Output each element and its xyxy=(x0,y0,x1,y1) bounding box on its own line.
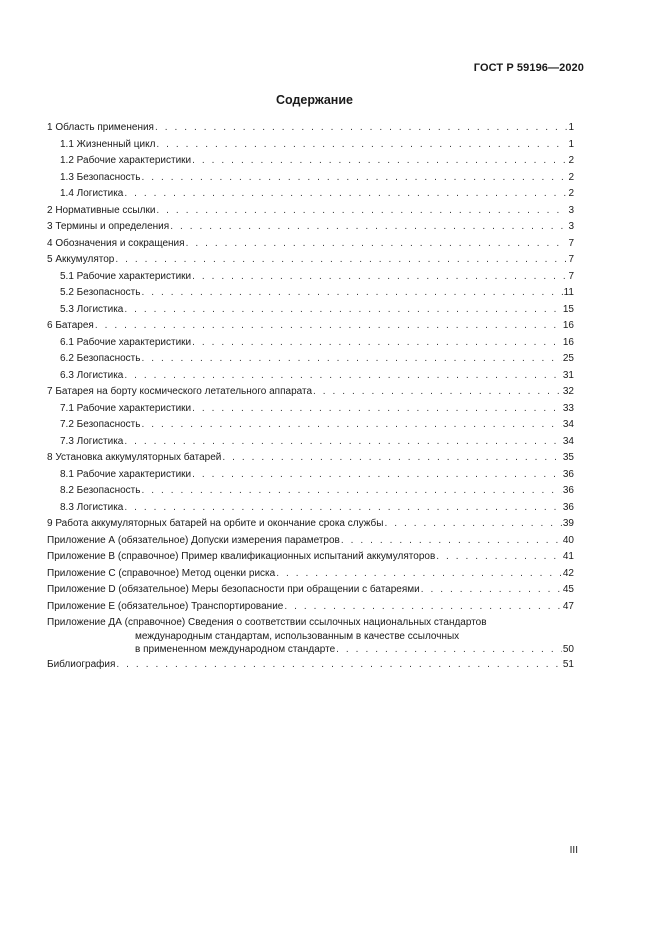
toc-entry-title: 4 Обозначения и сокращения xyxy=(47,237,185,249)
dot-leader xyxy=(192,335,562,352)
toc-entry[interactable] xyxy=(47,203,574,220)
dot-leader xyxy=(116,657,561,674)
toc-entry[interactable] xyxy=(47,384,574,401)
toc-entry-page: 1 xyxy=(568,138,574,150)
dot-leader xyxy=(141,351,561,368)
dot-leader xyxy=(313,384,562,401)
toc-entry-title: 7 Батарея на борту космического летательного аппарата xyxy=(47,386,313,397)
dot-leader xyxy=(156,137,567,154)
toc-entry[interactable] xyxy=(47,219,574,236)
toc-entry-title: 8.1 Рабочие характеристики xyxy=(60,468,192,480)
toc-entry-title: 2 Нормативные ссылки xyxy=(47,204,156,216)
toc-entry-title: 7.3 Логистика xyxy=(60,435,124,447)
dot-leader xyxy=(124,186,567,203)
toc-entry-page: 50 xyxy=(562,644,574,656)
dot-leader xyxy=(384,516,561,533)
dot-leader xyxy=(436,549,562,566)
toc-entry-page: 47 xyxy=(562,600,574,612)
toc-entry-page: 34 xyxy=(562,435,574,447)
dot-leader xyxy=(222,450,562,467)
page-number: III xyxy=(569,845,578,856)
toc-entry[interactable] xyxy=(47,657,574,674)
dot-leader xyxy=(192,467,562,484)
toc-entry-title-line3-row xyxy=(47,643,574,657)
toc-entry-page: 51 xyxy=(562,659,574,671)
toc-entry[interactable] xyxy=(47,467,574,484)
toc-entry-title: Приложение Е (обязательное) Транспортирование xyxy=(47,600,284,612)
toc-entry[interactable] xyxy=(47,269,574,286)
dot-leader xyxy=(141,483,561,500)
toc-entry[interactable] xyxy=(47,335,574,352)
toc-entry-page: 36 xyxy=(562,485,574,496)
toc-entry[interactable] xyxy=(47,153,574,170)
toc-entry-page: 7 xyxy=(568,237,574,249)
toc-entry-title: 6.1 Рабочие характеристики xyxy=(60,336,192,348)
toc-entry-page: 3 xyxy=(568,221,574,232)
dot-leader xyxy=(336,643,562,657)
toc-entry-page: 33 xyxy=(562,402,574,414)
toc-entry-page: 2 xyxy=(568,188,574,199)
toc-entry-page: 45 xyxy=(562,584,574,595)
toc-entry-page: 7 xyxy=(568,254,574,265)
toc-entry-page: 41 xyxy=(562,551,574,562)
toc-entry[interactable] xyxy=(47,170,574,187)
toc-entry-page: 34 xyxy=(562,419,574,430)
toc-entry-title-line3: в примененном международном стандарте xyxy=(135,644,336,656)
toc-entry-title-line1: Приложение ДА (справочное) Сведения о соответствии ссылочных национальных стандартов xyxy=(47,617,487,628)
toc-entry[interactable] xyxy=(47,566,574,583)
toc-entry-page: 16 xyxy=(562,336,574,348)
toc-entry-title: 6.2 Безопасность xyxy=(60,353,141,364)
toc-entry-title: 5.1 Рабочие характеристики xyxy=(60,270,192,282)
dot-leader xyxy=(192,401,562,418)
toc-entry[interactable] xyxy=(47,500,574,517)
dot-leader xyxy=(124,500,562,517)
toc-entry-title: 1.4 Логистика xyxy=(60,188,124,199)
toc-entry-title: 9 Работа аккумуляторных батарей на орбите и окончание срока службы xyxy=(47,518,384,529)
toc-entry[interactable] xyxy=(47,318,574,335)
toc-entry-title: 8.2 Безопасность xyxy=(60,485,141,496)
toc-entry[interactable] xyxy=(47,186,574,203)
toc-entry-page: 31 xyxy=(562,369,574,381)
toc-entry-title: 3 Термины и определения xyxy=(47,221,170,232)
toc-entry-title: Приложение А (обязательное) Допуски измерения параметров xyxy=(47,534,340,546)
toc-entry[interactable] xyxy=(47,285,574,302)
toc-entry-title: 7.1 Рабочие характеристики xyxy=(60,402,192,414)
toc-entry[interactable] xyxy=(47,351,574,368)
toc-entry[interactable] xyxy=(47,533,574,550)
dot-leader xyxy=(156,203,567,220)
toc-entry[interactable] xyxy=(47,401,574,418)
table-of-contents xyxy=(47,120,574,674)
dot-leader xyxy=(276,566,562,583)
dot-leader xyxy=(124,434,562,451)
toc-entry-title: 5.3 Логистика xyxy=(60,303,124,315)
toc-entry-title-line2: международным стандартам, использованным в качестве ссылочных xyxy=(135,630,460,642)
dot-leader xyxy=(170,219,567,236)
toc-entry-page: 32 xyxy=(562,386,574,397)
toc-entry-title: 1.3 Безопасность xyxy=(60,171,141,183)
toc-entry-page: 42 xyxy=(562,567,574,579)
toc-entry[interactable] xyxy=(47,120,574,137)
toc-entry-page: 2 xyxy=(568,155,574,166)
dot-leader xyxy=(95,318,562,335)
toc-entry[interactable] xyxy=(47,582,574,599)
dot-leader xyxy=(192,153,567,170)
toc-entry-page: 2 xyxy=(568,171,574,183)
toc-entry-title: 1 Область применения xyxy=(47,122,154,133)
dot-leader xyxy=(186,236,568,253)
toc-entry[interactable] xyxy=(47,252,574,269)
dot-leader xyxy=(341,533,562,550)
dot-leader xyxy=(192,269,567,286)
toc-entry-title: 8 Установка аккумуляторных батарей xyxy=(47,452,222,463)
toc-entry[interactable] xyxy=(47,137,574,154)
toc-entry-title: 8.3 Логистика xyxy=(60,501,124,513)
toc-entry[interactable] xyxy=(47,302,574,319)
toc-entry-title: 5 Аккумулятор xyxy=(47,254,115,265)
dot-leader xyxy=(141,285,562,302)
toc-entry-title: 5.2 Безопасность xyxy=(60,287,141,298)
toc-entry-title: Приложение D (обязательное) Меры безопасности при обращении с батареями xyxy=(47,584,420,595)
toc-entry[interactable] xyxy=(47,599,574,616)
dot-leader xyxy=(115,252,567,269)
toc-entry-page: 40 xyxy=(562,534,574,546)
toc-entry-page: 15 xyxy=(562,303,574,315)
document-code: ГОСТ Р 59196—2020 xyxy=(473,62,584,74)
dot-leader xyxy=(141,417,561,434)
toc-entry-page: 39 xyxy=(562,518,574,529)
toc-entry-title: Приложение В (справочное) Пример квалификационных испытаний аккумуляторов xyxy=(47,551,436,562)
toc-entry-page: 36 xyxy=(562,501,574,513)
dot-leader xyxy=(124,368,562,385)
toc-entry-title: 7.2 Безопасность xyxy=(60,419,141,430)
dot-leader xyxy=(421,582,562,599)
toc-entry[interactable] xyxy=(47,516,574,533)
dot-leader xyxy=(155,120,567,137)
toc-entry-page: 7 xyxy=(568,270,574,282)
dot-leader xyxy=(124,302,562,319)
toc-entry-title: 1.1 Жизненный цикл xyxy=(60,138,156,150)
toc-entry-title: 1.2 Рабочие характеристики xyxy=(60,155,192,166)
toc-entry-multiline[interactable] xyxy=(47,616,574,657)
toc-entry[interactable] xyxy=(47,549,574,566)
toc-entry[interactable] xyxy=(47,417,574,434)
dot-leader xyxy=(141,170,567,187)
dot-leader xyxy=(284,599,562,616)
toc-entry[interactable] xyxy=(47,236,574,253)
toc-entry-page: 16 xyxy=(562,320,574,331)
toc-entry-page: 25 xyxy=(562,353,574,364)
toc-entry[interactable] xyxy=(47,450,574,467)
toc-entry-title: 6 Батарея xyxy=(47,320,94,331)
toc-entry-page: 35 xyxy=(562,452,574,463)
toc-entry-page: 36 xyxy=(562,468,574,480)
page-title: Содержание xyxy=(275,93,353,107)
toc-entry-title: Библиография xyxy=(47,659,116,671)
toc-entry-title: 6.3 Логистика xyxy=(60,369,124,381)
toc-entry-page: 3 xyxy=(568,204,574,216)
toc-entry[interactable] xyxy=(47,483,574,500)
toc-entry[interactable] xyxy=(47,368,574,385)
toc-entry-page: 11 xyxy=(563,287,574,298)
toc-entry-page: 1 xyxy=(568,122,574,133)
toc-entry-title: Приложение С (справочное) Метод оценки риска xyxy=(47,567,276,579)
toc-entry[interactable] xyxy=(47,434,574,451)
